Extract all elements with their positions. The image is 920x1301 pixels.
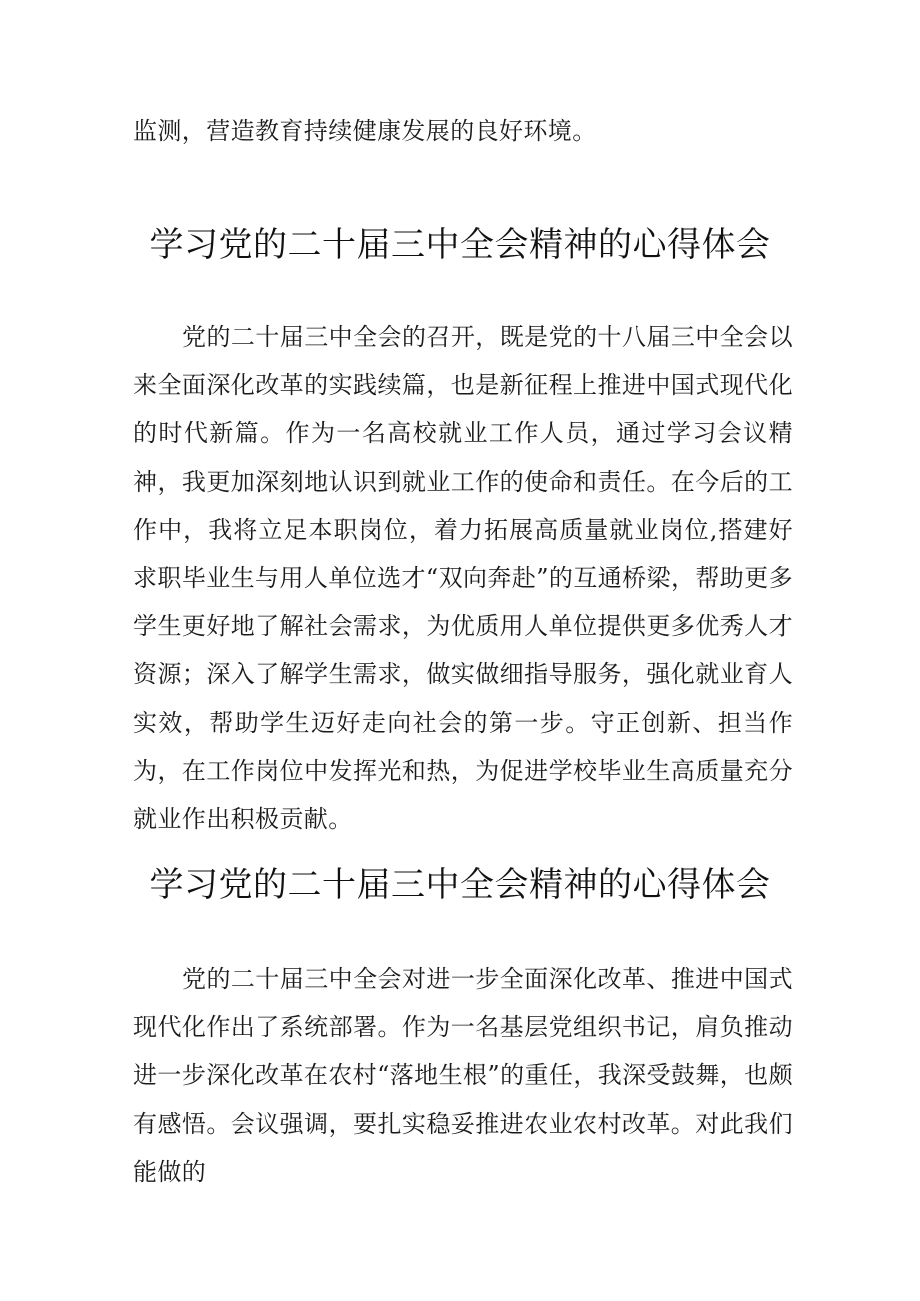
section-body-2: 党的二十届三中全会对进一步全面深化改革、推进中国式现代化作出了系统部署。作为一名基层党组织书记，肩负推动进一步深化改革在农村“落地生根”的重任，我深受鼓舞，也颇有感悟。会议强调，要扎实稳妥推进农业农村改革。对此我们能做的 <box>133 965 793 1186</box>
section-body-1: 党的二十届三中全会的召开，既是党的十八届三中全会以来全面深化改革的实践续篇，也是新征程上推进中国式现代化的时代新篇。作为一名高校就业工作人员，通过学习会议精神，我更加深刻地认识到就业工作的使命和责任。在今后的工作中，我将立足本职岗位，着力拓展高质量就业岗位,搭建好求职毕业生与用人单位选才“双向奔赴”的互通桥梁，帮助更多学生更好地了解社会需求，为优质用人单位提供更多优秀人才资源；深入了解学生需求，做实做细指导服务，强化就业育人实效，帮助学生迈好走向社会的第一步。守正创新、担当作为，在工作岗位中发挥光和热，为促进学校毕业生高质量充分就业作出积极贡献。 <box>133 323 793 834</box>
section-heading-1: 学习党的二十届三中全会精神的心得体会 <box>149 225 771 265</box>
continued-paragraph: 监测，营造教育持续健康发展的良好环境。 <box>133 117 597 145</box>
section-heading-2: 学习党的二十届三中全会精神的心得体会 <box>149 865 771 905</box>
